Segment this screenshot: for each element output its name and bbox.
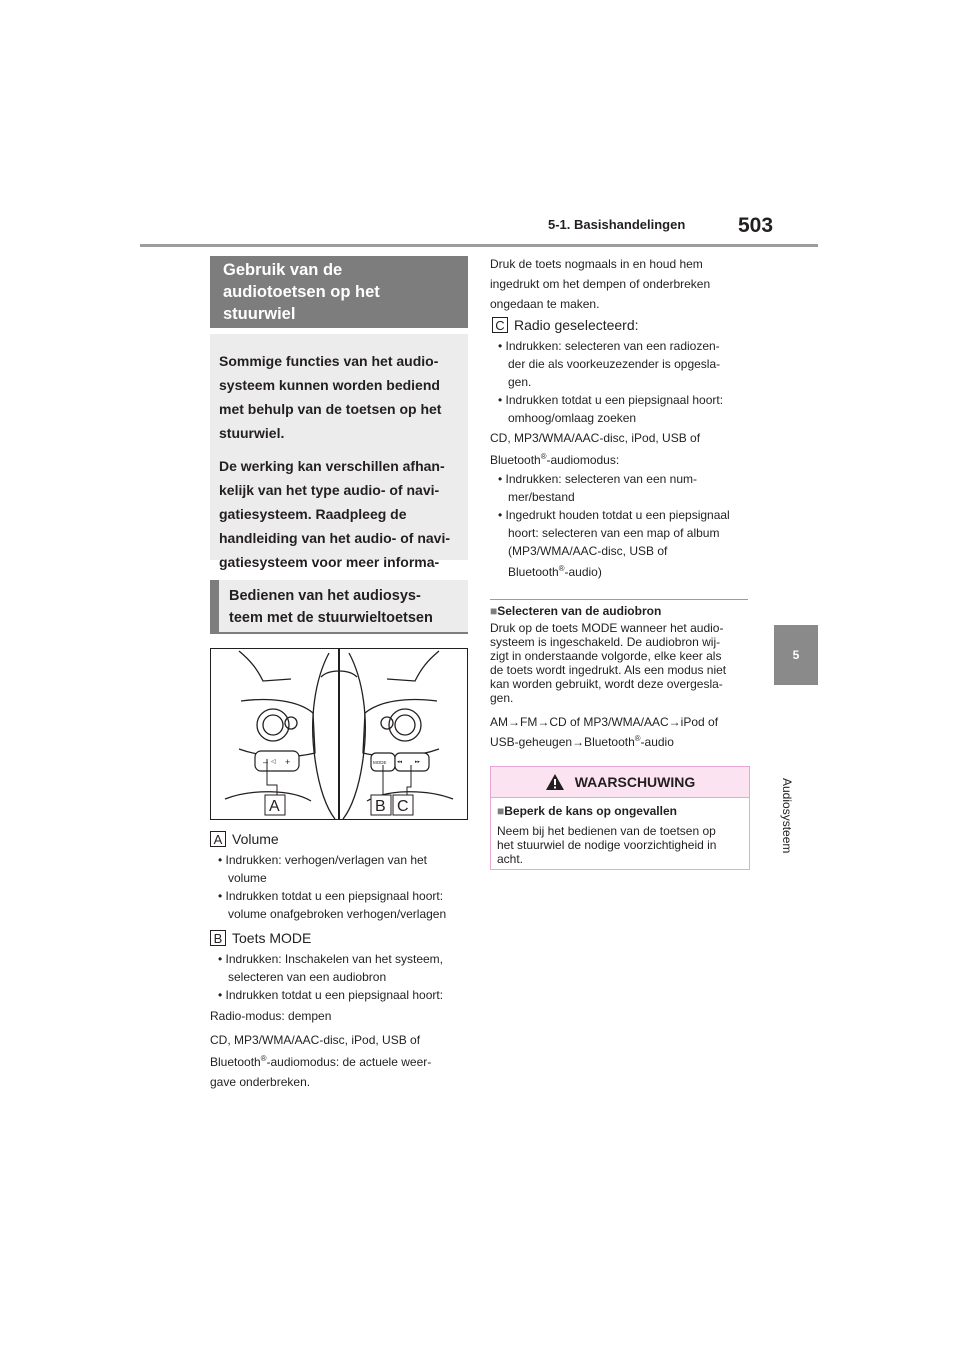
intro-box-body (210, 334, 468, 570)
text-line: kelijk van het type audio- of navi- (219, 482, 440, 498)
wheel-rim-left (239, 651, 291, 681)
item-b-title: Toets MODE (232, 930, 312, 946)
callout-b-label: B (210, 930, 226, 946)
chapter-title (780, 690, 810, 854)
list-item: • Ingedrukt houden totdat u een piepsignaal hoort: selecteren van een map of album (MP3/WMA/AAC-disc, USB of (498, 508, 730, 558)
text-line: gen. (490, 691, 514, 705)
source-heading: ■Selecteren van de audiobron (490, 604, 662, 618)
steering-wheel-figure (210, 648, 468, 820)
callout-b: B (375, 798, 386, 815)
continued-text (490, 254, 752, 314)
item-c-bullets (494, 337, 752, 427)
left-dial (257, 709, 289, 741)
item-a-title: Volume (232, 831, 279, 847)
item-c-title: Radio geselecteerd: (514, 317, 639, 333)
page-number: 503 (738, 214, 774, 237)
cd-mode-line-2: Bluetooth®-audiomodus: de actuele weer- (210, 1054, 432, 1069)
callout-c-label: C (492, 317, 508, 333)
intro-title-line: stuurwiel (223, 305, 296, 323)
source-sequence-line-2: USB-geheugen→Bluetooth®-audio (490, 734, 674, 749)
c-cd-line-1: CD, MP3/WMA/AAC-disc, iPod, USB of (490, 431, 701, 445)
c-bt-line: Bluetooth®-audio) (508, 564, 602, 579)
list-item: • Indrukken: selecteren van een radiozen- der die als voorkeuzezender is opgesla- gen. (498, 339, 721, 389)
intro-title-line: audiotoetsen op het (223, 283, 380, 301)
seek-down-label: ◂◂ (397, 759, 403, 765)
svg-text:◁: ◁ (271, 759, 276, 765)
warning-title: WAARSCHUWING (574, 774, 696, 790)
text-line: het stuurwiel de nodige voorzichtigheid in (497, 838, 717, 852)
c-cd-line-2: Bluetooth®-audiomodus: (490, 452, 620, 467)
text-line: Sommige functies van het audio- (219, 353, 439, 369)
text-line: Druk de toets nogmaals in en houd hem (490, 257, 703, 271)
section-label: 5-1. Basishandelingen (548, 217, 686, 232)
section-divider (490, 599, 748, 600)
steering-heading (210, 580, 468, 634)
volume-switch (255, 751, 299, 771)
text-line: gatiesysteem voor meer informa- (219, 554, 440, 570)
text-line: Druk op de toets MODE wanneer het audio- (490, 621, 724, 635)
callout-a: A (269, 798, 280, 815)
heading-line: teem met de stuurwieltoetsen (229, 610, 433, 626)
list-item: • Indrukken: selecteren van een num- mer/bestand (498, 472, 697, 504)
text-line: gatiesysteem. Raadpleeg de (219, 506, 407, 522)
mode-label: MODE (373, 760, 387, 765)
intro-box-title (210, 256, 468, 328)
warning-triangle-icon (545, 773, 565, 791)
wheel-spoke-left (313, 653, 335, 819)
intro-paragraph-2 (219, 454, 460, 598)
text-line: De werking kan verschillen afhan- (219, 458, 445, 474)
chapter-tab (774, 625, 818, 685)
item-c-bullets-2 (494, 470, 752, 560)
text-line: Neem bij het bedienen van de toetsen op (497, 824, 716, 838)
list-item: • Indrukken: Inschakelen van het systeem, selecteren van een audiobron (218, 952, 443, 984)
source-sequence-line-1: AM→FM→CD of MP3/WMA/AAC→iPod of (490, 715, 719, 729)
text-line: met behulp van de toetsen op het (219, 401, 442, 417)
chapter-number: 5 (792, 648, 800, 662)
heading-line: Bedienen van het audiosys- (229, 588, 421, 604)
warning-header (491, 767, 749, 798)
text-line: de toets wordt ingedrukt. Als een modus niet (490, 663, 727, 677)
text-line: zigt in onderstaande volgorde, elke keer als (490, 649, 722, 663)
item-a-bullets (214, 851, 470, 923)
text-line: systeem kunnen worden bediend (219, 377, 440, 393)
list-item: • Indrukken totdat u een piepsignaal hoort: volume onafgebroken verhogen/verlagen (218, 889, 447, 921)
text-line: handleiding van het audio- of navi- (219, 530, 451, 546)
text-line: ongedaan te maken. (490, 297, 600, 311)
svg-text:+: + (285, 757, 291, 767)
text-line: acht. (497, 852, 524, 866)
list-item: • Indrukken: verhogen/verlagen van het volume (218, 853, 428, 885)
chapter-title-text: Audiosysteem (780, 778, 794, 854)
warning-subheading: ■Beperk de kans op ongevallen (497, 804, 677, 818)
list-item: • Indrukken totdat u een piepsignaal hoort: (218, 988, 444, 1002)
callout-a-label: A (210, 831, 226, 847)
seek-up-label: ▸▸ (415, 759, 421, 765)
radio-mode-text: Radio-modus: dempen (210, 1009, 332, 1023)
item-b-bullets (214, 950, 470, 1004)
cd-mode-line-1: CD, MP3/WMA/AAC-disc, iPod, USB of (210, 1033, 421, 1047)
wheel-spoke-right (343, 653, 365, 819)
right-dial (389, 709, 421, 741)
text-line: stuurwiel. (219, 425, 285, 441)
text-line: ingedrukt om het dempen of onderbreken (490, 277, 711, 291)
intro-paragraph-1 (219, 349, 460, 445)
text-line: kan worden gebruikt, wordt deze overgesla- (490, 677, 723, 691)
wheel-rim-right (387, 651, 439, 681)
list-item: • Indrukken totdat u een piepsignaal hoort: omhoog/omlaag zoeken (498, 393, 724, 425)
source-text (490, 621, 752, 705)
steering-wheel-illustration (211, 649, 467, 819)
callout-c: C (397, 798, 409, 815)
header-rule (140, 244, 818, 247)
text-line: systeem is ingeschakeld. De audiobron wij- (490, 635, 721, 649)
svg-text:–: – (263, 757, 269, 767)
warning-box (490, 766, 750, 870)
cd-mode-line-3: gave onderbreken. (210, 1075, 311, 1089)
intro-title-line: Gebruik van de (223, 261, 343, 279)
